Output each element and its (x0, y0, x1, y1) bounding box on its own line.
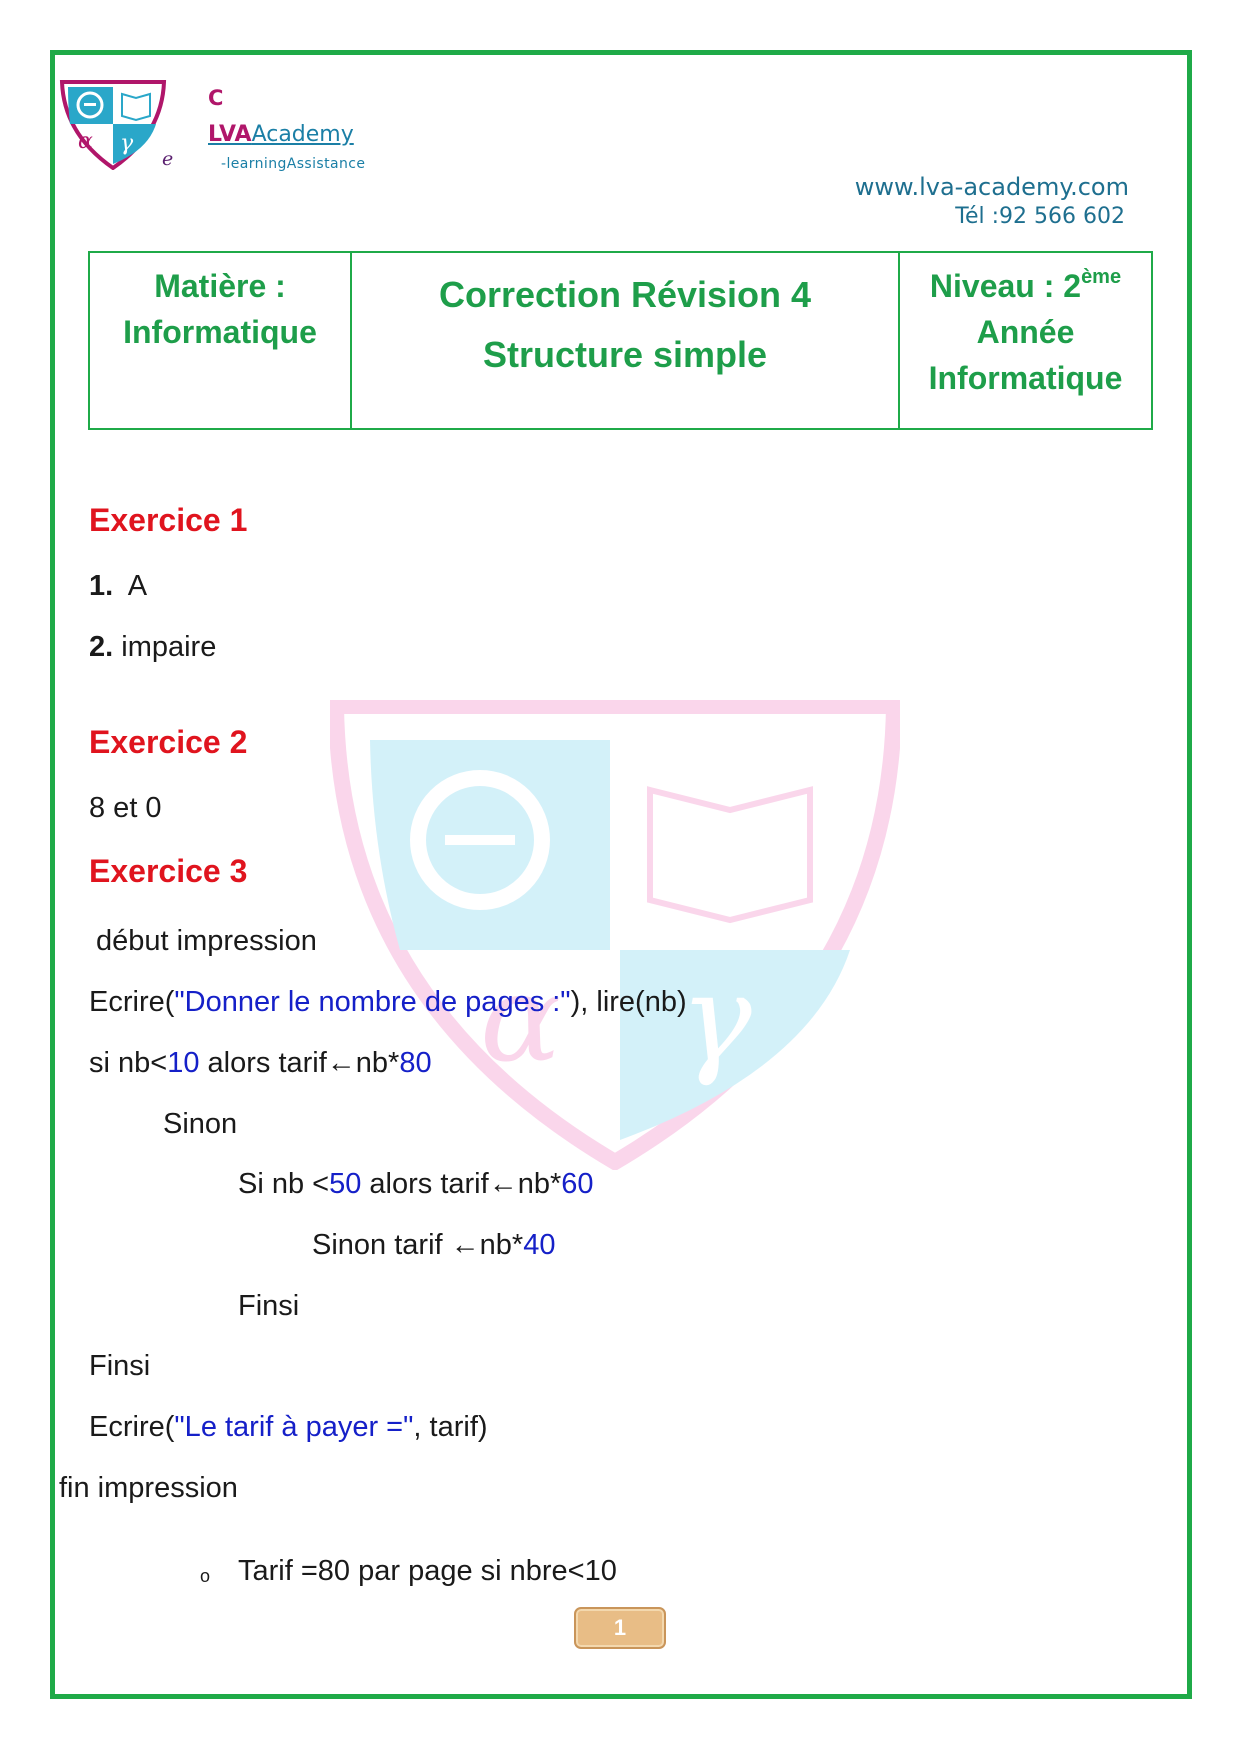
algo-line-nested-if (238, 1168, 594, 1201)
exercise-1-answer-1 (89, 570, 147, 603)
subject-label: Matière : (154, 268, 286, 304)
code-number: 60 (561, 1168, 594, 1200)
code-text: nb* (355, 1047, 400, 1079)
level-section: Informatique (928, 360, 1123, 396)
info-table (88, 251, 1153, 430)
exercise-2-title: Exercice 2 (89, 724, 248, 760)
algo-line-if (89, 1047, 432, 1080)
algo-line-write (89, 1411, 488, 1444)
code-text: alors tarif (199, 1047, 327, 1079)
answer-number: 2. (89, 631, 114, 663)
subject-value: Informatique (123, 314, 317, 350)
brand-e-letter: e (162, 148, 174, 170)
algo-begin: début impression (96, 925, 317, 957)
code-number: 50 (329, 1168, 362, 1200)
bullet-marker: o (200, 1566, 211, 1586)
algo-line-else: Sinon (163, 1108, 238, 1140)
assign-arrow: ← (326, 1047, 356, 1079)
answer-number: 1. (89, 570, 114, 602)
code-text: , tarif) (413, 1411, 488, 1443)
algo-end: fin impression (59, 1472, 238, 1504)
answer-text: A (127, 570, 148, 602)
level-prefix: Niveau : 2 (929, 268, 1082, 304)
page-number-badge: 1 (574, 1607, 666, 1649)
brand-academy: Academy (251, 122, 354, 147)
svg-text:γ: γ (680, 950, 752, 1089)
answer-text: impaire (121, 631, 217, 663)
svg-text:γ: γ (120, 131, 134, 156)
level-label (900, 263, 1151, 309)
code-string: "Donner le nombre de pages :" (174, 986, 571, 1018)
website-link[interactable]: www.lva-academy.com (854, 173, 1129, 201)
brand-name (208, 122, 354, 147)
brand-letter: C (208, 86, 224, 110)
brand-tagline: -learningAssistance (221, 156, 366, 172)
bullet-note: Tarif =80 par page si nbre<10 (238, 1555, 617, 1587)
code-text: Sinon tarif (312, 1229, 451, 1261)
document-subtitle: Structure simple (482, 334, 768, 375)
code-text: ), lire(nb) (570, 986, 687, 1018)
exercise-1-title: Exercice 1 (89, 502, 248, 538)
algo-line-endif: Finsi (89, 1350, 151, 1382)
code-text: alors tarif (361, 1168, 489, 1200)
exercise-1-answer-2 (89, 631, 216, 664)
code-text: Si nb < (238, 1168, 330, 1200)
assign-arrow: ← (488, 1168, 518, 1200)
level-superscript: ème (1081, 266, 1122, 288)
telephone: Tél :92 566 602 (955, 204, 1125, 229)
code-text: nb* (517, 1168, 562, 1200)
algo-line-nested-else (312, 1229, 555, 1262)
level-cell (900, 253, 1151, 428)
exercise-3-title: Exercice 3 (89, 853, 248, 889)
watermark-logo (330, 700, 900, 1170)
subject-cell (90, 253, 352, 428)
code-string: "Le tarif à payer =" (174, 1411, 414, 1443)
code-number: 80 (399, 1047, 432, 1079)
code-number: 10 (167, 1047, 200, 1079)
document-title: Correction Révision 4 (438, 274, 812, 315)
svg-text:α: α (78, 129, 93, 154)
title-cell (352, 253, 900, 428)
level-year: Année (976, 314, 1075, 350)
algo-line-read (89, 986, 687, 1019)
code-text: Ecrire( (89, 986, 175, 1018)
code-text: si nb< (89, 1047, 168, 1079)
brand-lva: LVA (208, 122, 252, 147)
svg-text:α: α (480, 950, 562, 1089)
lva-academy-logo (58, 78, 168, 170)
assign-arrow: ← (450, 1229, 480, 1261)
exercise-2-answer: 8 et 0 (89, 792, 162, 824)
algo-line-nested-endif: Finsi (238, 1290, 300, 1322)
code-number: 40 (523, 1229, 556, 1261)
code-text: nb* (479, 1229, 524, 1261)
code-text: Ecrire( (89, 1411, 175, 1443)
